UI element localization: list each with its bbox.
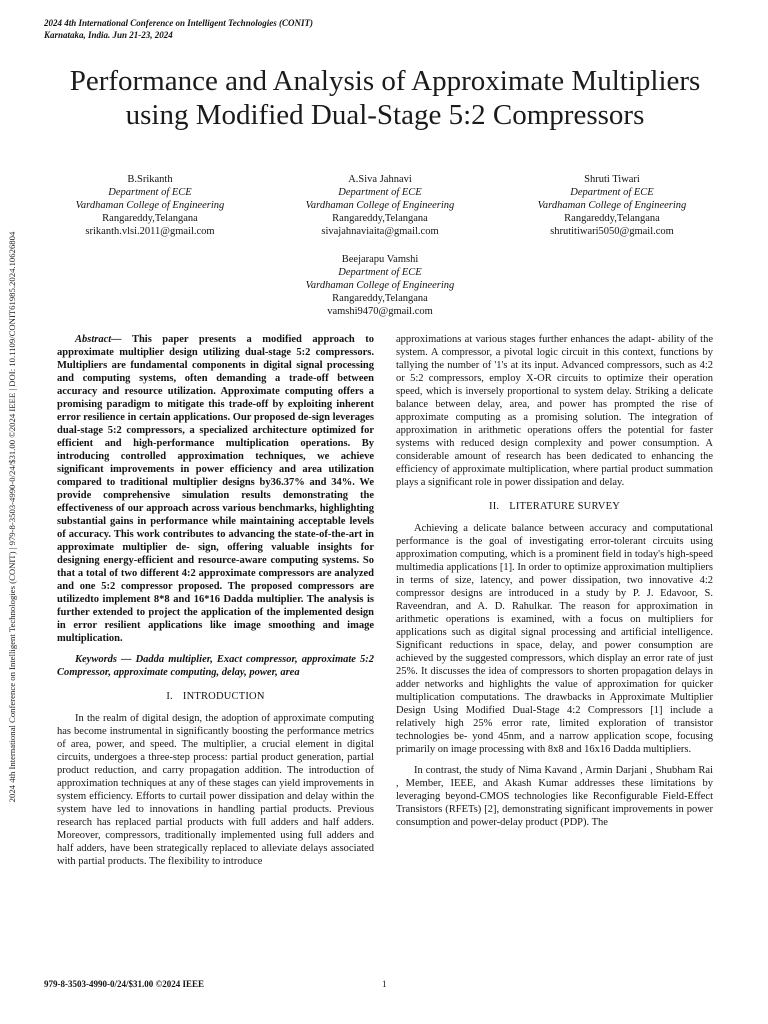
intro-paragraph: In the realm of digital design, the adoption of approximate computing has become instrumental in significantly boosting the performance metrics of area, power, and speed. The multiplier, a crucial element in digital circuits, undergoes a three-step process: partial product generation, partial product reduction, and carry propagation addition. The introduction of approximation techniques at any of these stages can yield improvements in system efficiency. Efforts to curtail power dissipation and delay within the system have led to innovations in handling partial products. Previous research has replaced partial products with full adders and half adders. Moreover, compressors, traditionally implemented using full adders and half adders, have been strategically replaced to alleviate delays associated with partial products. The flexibility to introduce: [57, 713, 374, 867]
left-column: [57, 333, 374, 868]
literature-paragraph: Achieving a delicate balance between accuracy and computational performance is the goal of investigating error-tolerant circuits using approximation computing, which is a prominent field in today's high-speed multimedia applications [1]. In order to optimize approximation multipliers in terms of size, latency, and power dissipation, two innovative 4:2 compressor designs are introduced in a study by P. J. Edavoor, S. Raveendran, and A. D. Rahulkar. The reason for approximation in arithmetic operations is examined, with a focus on multipliers for applications such as digital signal processing and artificial intelligence. Significant reductions in space, delay, and power consumption are achieved by the suggested compressors, which display an error rate of just 25%. It discusses the idea of compressors to shorten propagation delays in adder networks and highlights the value of approximation for quicker multiplication computations. The drawbacks in Approximate Multiplier Design Using Modified Dual-Stage 4:2 Compressors [1] include a relatively high 25% error rate, limited exploration of transistor technologies be- yond 45nm, and a narrow application scope, focusing primarily on image processing with 8x8 and 16x16 Dadda multipliers.: [396, 523, 713, 755]
author-card: [502, 173, 722, 238]
section-heading-introduction: [57, 690, 374, 703]
author-location: Rangareddy,Telangana: [332, 293, 428, 304]
section-title: LITERATURE SURVEY: [509, 501, 620, 512]
author-email: srikanth.vlsi.2011@gmail.com: [85, 226, 215, 237]
section-number: I.: [166, 691, 173, 702]
conference-location-date: Karnataka, India. Jun 21-23, 2024: [44, 30, 173, 40]
footer-isbn: 979-8-3503-4990-0/24/$31.00 ©2024 IEEE: [44, 979, 204, 989]
conference-name: 2024 4th International Conference on Intelligent Technologies (CONIT): [44, 18, 313, 28]
section-number: II.: [489, 501, 500, 512]
author-email: vamshi9470@gmail.com: [327, 306, 433, 317]
abstract: [57, 333, 374, 645]
abstract-label: Abstract—: [75, 334, 122, 345]
keywords-label: Keywords —: [75, 654, 132, 665]
author-location: Rangareddy,Telangana: [564, 213, 660, 224]
side-margin-note: 2024 4th International Conference on Intelligent Technologies (CONIT) | 979-8-3503-4990-0/24/$31.00 ©2024 IEEE | DOI: 10.1109/CONIT61985.2024.10626804: [7, 231, 17, 803]
author-card: [270, 173, 490, 238]
right-column: [396, 333, 713, 829]
author-organization: Vardhaman College of Engineering: [305, 280, 455, 291]
keywords-text: Dadda multiplier, Exact compressor, approximate 5:2 Compressor, approximate computing, delay, power, area: [57, 654, 374, 678]
abstract-text: This paper presents a modified approach to approximate multiplier design utilizing dual-stage 5:2 compressors. Multipliers are fundamental components in digital signal processing and computing systems, often demanding a trade-off between accuracy and resource utilization. Approximate computing offers a promising paradigm to mitigate this trade-off by exploiting inherent error resilience in certain applications. Our proposed de-sign leverages dual-stage 5:2 compressors, a specialized architecture optimized for efficient and high-performance multiplication operations. By introducing controlled approximation techniques, we achieve significant improvements in power efficiency and area utilization compared to traditional multiplier designs by36.37% and 34%. We provide comprehensive simulation results demonstrating the effectiveness of our approach across various benchmarks, highlighting substantial gains in performance while maintaining acceptable levels of accuracy. This work contributes to advancing the state-of-the-art in approximate multiplier de- sign, offering valuable insights for designing energy-efficient and resource-aware computing systems. So that a total of two different 4:2 approximate compressors are analyzed and one 5:2 compressor proposed. The proposed compressors are utilizedto implement 8*8 and 16*16 Dadda multiplier. The analysis is further extended to project the application of the implemented design in error resilient applications like image smoothing and image multiplication.: [57, 334, 374, 644]
author-department: Department of ECE: [570, 187, 654, 198]
keywords: [57, 653, 374, 679]
page-number: 1: [382, 979, 387, 989]
literature-paragraph: In contrast, the study of Nima Kavand , Armin Darjani , Shubham Rai , Member, IEEE, and Akash Kumar addresses these limitations by leveraging beyond-CMOS technologies like Reconfigurable Field-Effect Transistors (RFETs) [2], demonstrating significant improvements in power consumption and power-delay product (PDP). The: [396, 765, 713, 828]
author-department: Department of ECE: [338, 267, 422, 278]
author-department: Department of ECE: [338, 187, 422, 198]
author-name: Shruti Tiwari: [584, 174, 640, 185]
conference-header: [44, 17, 313, 41]
author-organization: Vardhaman College of Engineering: [305, 200, 455, 211]
author-block: [40, 173, 740, 333]
author-organization: Vardhaman College of Engineering: [537, 200, 687, 211]
author-department: Department of ECE: [108, 187, 192, 198]
paper-title: Performance and Analysis of Approximate Multipliers using Modified Dual-Stage 5:2 Compressors: [69, 65, 701, 131]
author-name: B.Srikanth: [127, 174, 173, 185]
author-name: Beejarapu Vamshi: [341, 254, 419, 265]
author-name: A.Siva Jahnavi: [348, 174, 412, 185]
author-card: [40, 173, 260, 238]
author-email: sivajahnaviaita@gmail.com: [321, 226, 439, 237]
section-title: INTRODUCTION: [182, 691, 265, 702]
author-organization: Vardhaman College of Engineering: [75, 200, 225, 211]
author-location: Rangareddy,Telangana: [332, 213, 428, 224]
author-location: Rangareddy,Telangana: [102, 213, 198, 224]
author-email: shrutitiwari5050@gmail.com: [550, 226, 674, 237]
intro-paragraph-continued: approximations at various stages further enhances the adapt- ability of the system. A compressor, a pivotal logic circuit in this context, functions by tallying the number of '1's at its input. Advanced compressors, such as 4:2 or 5:2 compressors, employ X-OR circuits to optimize their operation speed, which is inversely proportional to system delay. Striking a delicate balance between delay, area, and power has prompted the rise of approximate computing as a promising solution. The integration of approximation in arithmetic operations offers the potential for faster systems with reduced design complexity and power consumption. A considerable amount of research has been dedicated to enhancing the efficiency of approximate multiplication, where partial product summation plays a significant role in power dissipation and delay.: [396, 334, 713, 488]
author-card: [270, 253, 490, 318]
section-heading-literature-survey: [396, 500, 713, 513]
